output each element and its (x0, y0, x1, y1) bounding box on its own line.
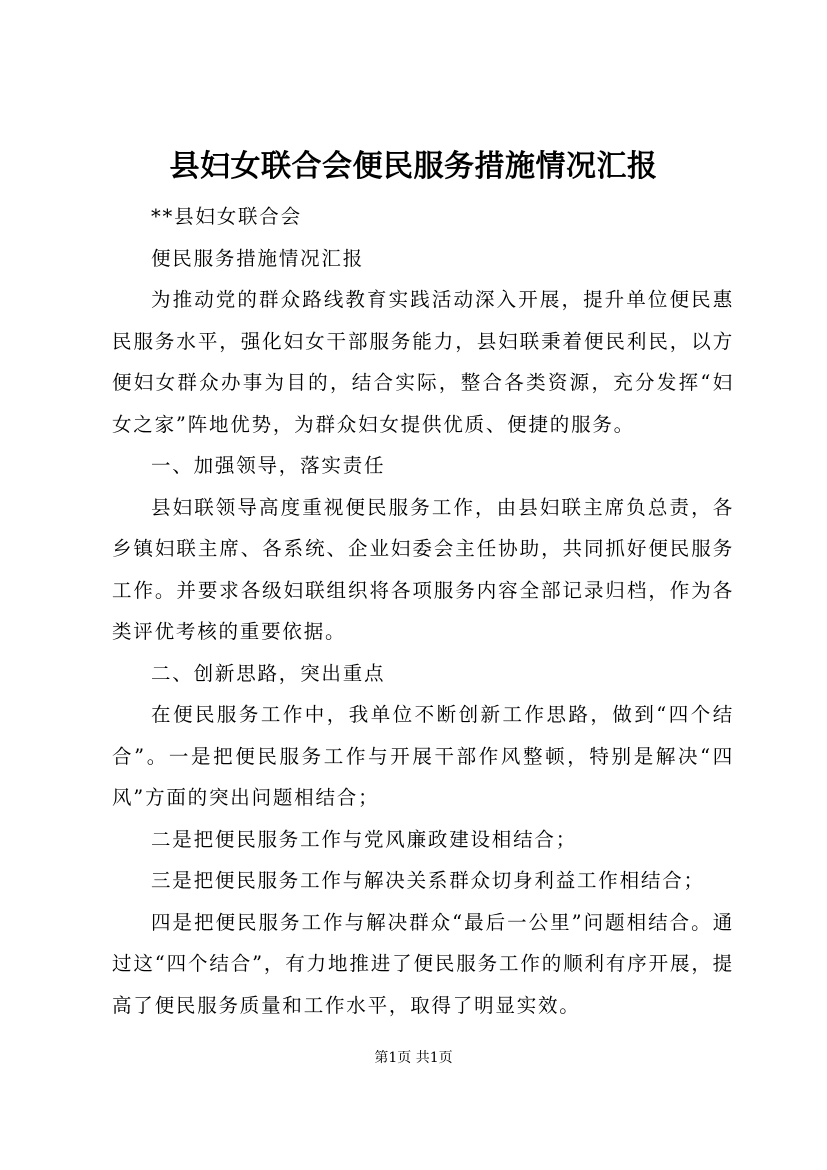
section-heading-1: 一、加强领导，落实责任 (151, 454, 386, 477)
intro-paragraph: 为推动党的群众路线教育实践活动深入开展，提升单位便民惠民服务水平，强化妇女干部服务能力，县妇联秉着便民利民，以方便妇女群众办事为目的，结合实际，整合各类资源，充分发挥“妇女之家”阵地优势，为群众妇女提供优质、便捷的服务。 (112, 288, 734, 436)
section-2-paragraph-4: 四是把便民服务工作与解决群众“最后一公里”问题相结合。通过这“四个结合”，有力地推进了便民服务工作的顺利有序开展，提高了便民服务质量和工作水平，取得了明显实效。 (112, 910, 734, 1017)
page-number-footer: 第1页 共1页 (374, 1050, 453, 1066)
section-2-paragraph-3: 三是把便民服务工作与解决关系群众切身利益工作相结合； (151, 869, 705, 892)
document-title: 县妇女联合会便民服务措施情况汇报 (169, 149, 658, 184)
subtitle-line: 便民服务措施情况汇报 (151, 246, 365, 270)
section-2-paragraph-2: 二是把便民服务工作与党风廉政建设相结合； (151, 827, 578, 851)
document-body (112, 196, 734, 1026)
section-2-paragraph-1: 在便民服务工作中，我单位不断创新工作思路，做到“四个结合”。一是把便民服务工作与开展干部作风整顿，特别是解决“四风”方面的突出问题相结合； (112, 703, 734, 809)
section-heading-2: 二、创新思路，突出重点 (151, 661, 386, 685)
issuer-line: **县妇女联合会 (151, 205, 302, 228)
section-1-paragraph: 县妇联领导高度重视便民服务工作，由县妇联主席负总责，各乡镇妇联主席、各系统、企业妇委会主任协助，共同抓好便民服务工作。并要求各级妇联组织将各项服务内容全部记录归档，作为各类评优考核的重要依据。 (112, 495, 734, 643)
